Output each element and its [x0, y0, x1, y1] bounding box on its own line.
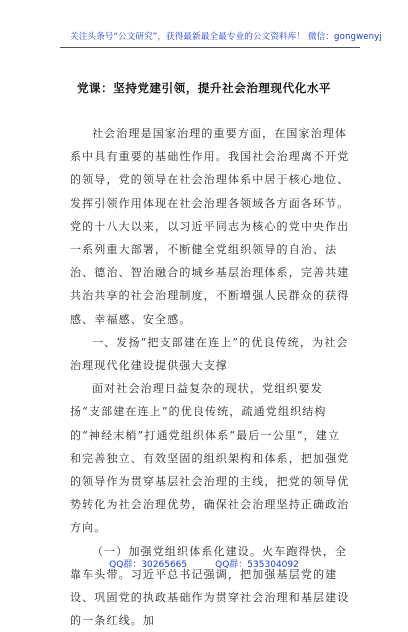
- paragraph-section-1: 面对社会治理日益复杂的现状，党组织要发扬“支部建在连上”的优良传统，疏通党组织结构的“神经末梢”打通党组织体系“最后一公里”，建立和完善独立、有效坚固的组织架构和体系，把加强党的领导作为贯穿基层社会治理的主线，把党的领导优势转化为社会治理优势，确保社会治理坚持正确政治方向。: [70, 382, 350, 535]
- section-heading-1: 一、发扬“把支部建在连上”的优良传统，为社会治理现代化建设提供强大支撑: [70, 335, 349, 373]
- qq-group-2: QQ群：535304092: [215, 560, 299, 570]
- document-body: [70, 122, 350, 632]
- promo-header: 关注头条号“公文研究”，获得最新最全最专业的公文资料库！ 微信：gongwenyj: [70, 32, 382, 42]
- header-divider: [60, 47, 360, 48]
- paragraph-intro: 社会治理是国家治理的重要方面，在国家治理体系中具有重要的基础性作用。我国社会治理离不开党的领导，党的领导在社会治理体系中居于核心地位、发挥引领作用体现在社会治理各领域各方面各环节。党的十八大以来，以习近平同志为核心的党中央作出一系列重大部署，不断健全党组织领导的自治、法治、德治、智治融合的城乡基层治理体系，完善共建共治共享的社会治理制度，不断增强人民群众的获得感、幸福感、安全感。: [70, 127, 350, 326]
- document-title: 党课：坚持党建引领，提升社会治理现代化水平: [76, 81, 332, 95]
- qq-group-1: QQ群：30265665: [109, 560, 188, 570]
- subsection-1: （一）加强党组织体系化建设。火车跑得快，全靠车头带。习近平总书记强调，把加强基层党的建设、巩固党的执政基础作为贯穿社会治理和基层建设的一条红线。加: [70, 544, 350, 628]
- promo-footer: [0, 557, 408, 570]
